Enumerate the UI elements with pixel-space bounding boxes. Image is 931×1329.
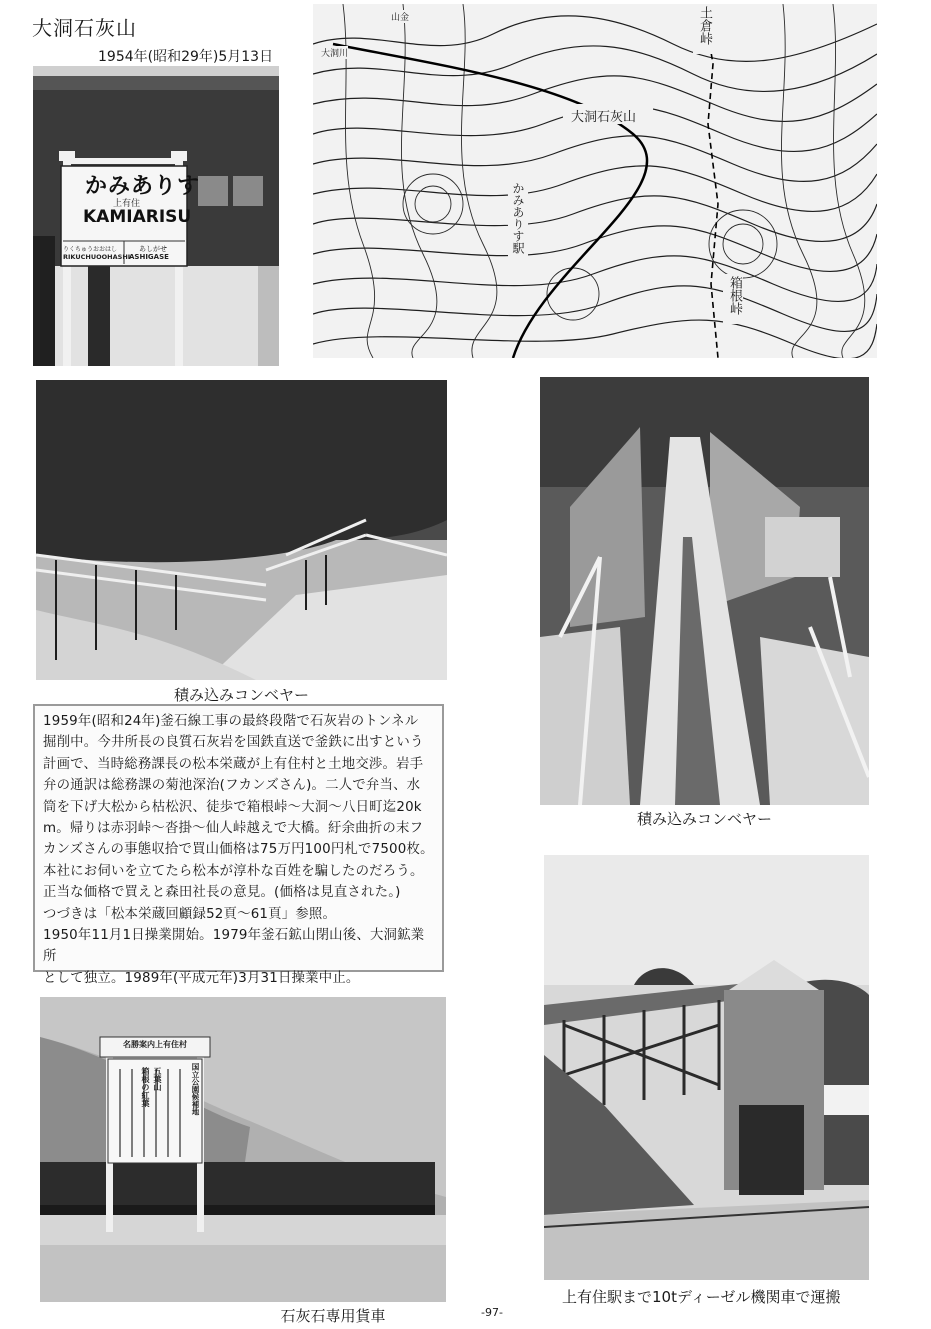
history-line-10: つづきは「松本栄蔵回顧録52頁〜61頁」参照。 <box>43 906 337 922</box>
signboard-title: 名勝案内上有住村 <box>123 1040 187 1049</box>
loading-facility-photo <box>544 855 869 1280</box>
map-label-tsuchikura: 土倉峠 <box>697 6 712 45</box>
photo-date: 1954年(昭和29年)5月13日 <box>98 49 274 65</box>
contour-map-graphic <box>313 4 877 358</box>
history-line-7: カンズさんの事態収拾で買山価格は75万円100円札で7500枚。 <box>43 842 434 858</box>
conveyor-photo-1 <box>36 380 447 680</box>
station-sign-photo <box>33 66 279 366</box>
caption-freight-car: 石灰石専用貨車 <box>280 1307 386 1325</box>
loading-facility-photo-graphic <box>544 855 869 1280</box>
station-sign-kana: かみありす <box>85 174 201 199</box>
history-line-9: 正当な価格で買えと森田社長の意見。(価格は見直された。) <box>43 885 401 901</box>
page-title: 大洞石灰山 <box>32 16 137 40</box>
history-line-1: 1959年(昭和24年)釜石線工事の最終段階で石灰岩のトンネル <box>43 714 419 729</box>
signboard-line-1: 国立公園候補地 <box>191 1063 200 1116</box>
history-line-6: m。帰りは赤羽峠〜沓掛〜仙人峠越えで大橋。紆余曲折の末フ <box>43 821 424 837</box>
station-sign-romaji: KAMIARISU <box>83 207 192 227</box>
history-line-8: 本社にお伺いを立てたら松本が淳朴な百姓を騙したのだろう。 <box>43 863 424 879</box>
conveyor-photo-2-graphic <box>540 377 869 805</box>
map-label-yamatane: 山金 <box>391 10 409 23</box>
station-sign-prev-kana: りくちゅうおおはし <box>63 246 118 253</box>
conveyor-photo-2 <box>540 377 869 805</box>
caption-conveyor-1: 積み込みコンベヤー <box>173 686 309 704</box>
history-line-3: 計画で、当時総務課長の松本栄蔵が上有住村と土地交渉。岩手 <box>43 756 424 772</box>
history-line-5: 筒を下げ大松から枯松沢、徒歩で箱根峠〜大洞〜八日町迄20k <box>43 799 422 815</box>
history-line-12: として独立。1989年(平成元年)3月31日操業中止。 <box>43 970 360 986</box>
topographic-map <box>313 4 877 358</box>
history-line-4: 弁の通訳は総務課の菊池深治(フカンズさん)。二人で弁当、水 <box>43 778 421 794</box>
caption-diesel-transport: 上有住駅まで10tディーゼル機関車で運搬 <box>562 1288 841 1306</box>
caption-conveyor-2: 積み込みコンベヤー <box>636 810 772 828</box>
station-sign-next-kana: あしがせ <box>139 245 167 253</box>
freight-car-photo-graphic <box>40 997 446 1302</box>
history-line-2: 掘削中。今井所長の良質石灰岩を国鉄直送で釜鉄に出すという <box>43 735 424 751</box>
signboard-line-3: 箱根の紅葉 <box>141 1067 150 1107</box>
map-label-ohora-river: 大洞川 <box>321 46 348 59</box>
map-label-kamiarisu-station: かみありす駅 <box>511 182 525 254</box>
map-label-hakone: 箱根峠 <box>727 276 742 315</box>
signboard-line-2: 五葉山 <box>153 1067 162 1091</box>
conveyor-photo-1-graphic <box>36 380 447 680</box>
station-sign-kanji: 上有住 <box>113 199 141 209</box>
history-text-box <box>33 704 444 986</box>
page-number: -97- <box>481 1306 503 1319</box>
station-sign-prev-romaji: RIKUCHUOOHASHI <box>63 253 131 261</box>
map-label-ohora: 大洞石灰山 <box>571 110 637 125</box>
station-sign-next-romaji: ASHIGASE <box>129 253 169 261</box>
freight-car-photo <box>40 997 446 1302</box>
history-line-11: 1950年11月1日操業開始。1979年釜石鉱山閉山後、大洞鉱業所 <box>43 928 425 965</box>
